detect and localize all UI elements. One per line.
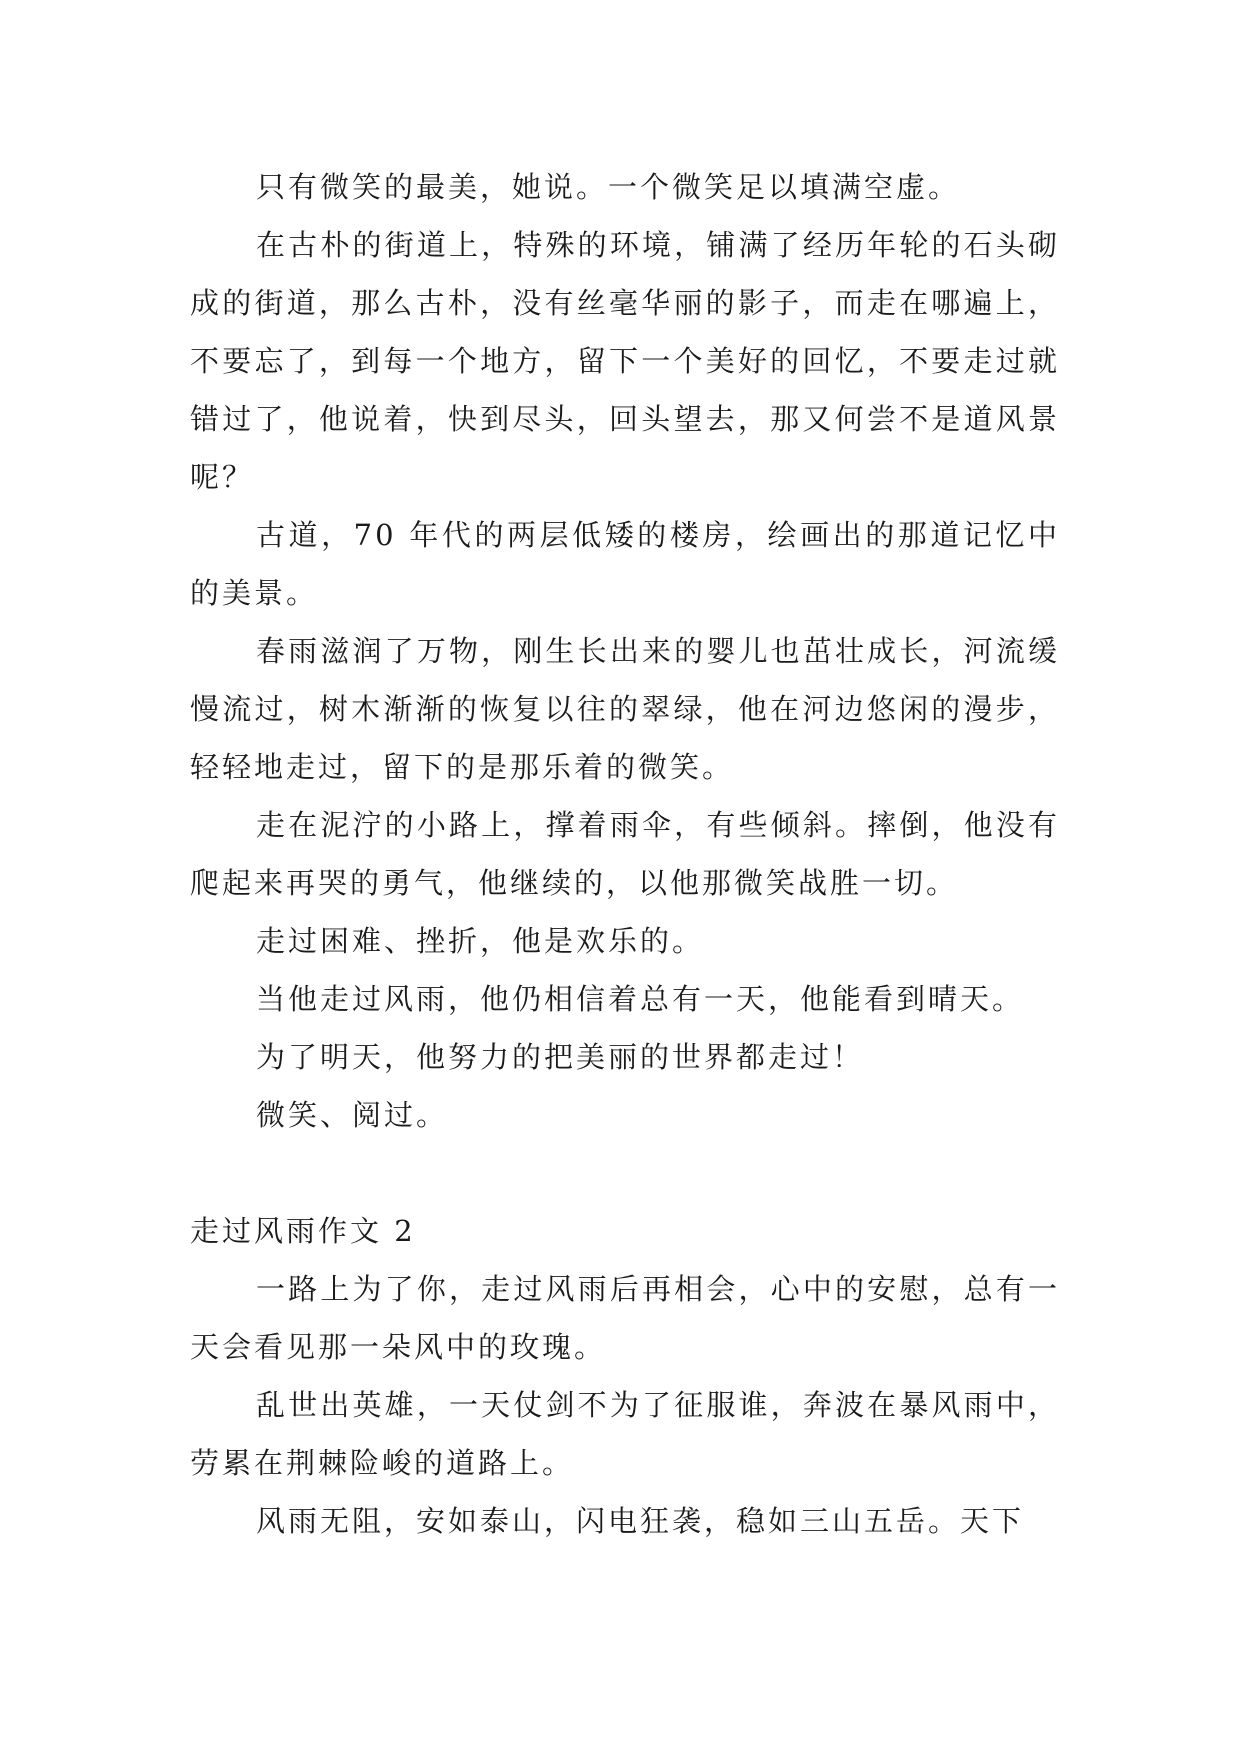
paragraph: 走在泥泞的小路上，撑着雨伞，有些倾斜。摔倒，他没有爬起来再哭的勇气，他继续的，以他那微笑战胜一切。 [190, 808, 1060, 900]
paragraph: 春雨滋润了万物，刚生长出来的婴儿也茁壮成长，河流缓慢流过，树木渐渐的恢复以往的翠绿，他在河边悠闲的漫步，轻轻地走过，留下的是那乐着的微笑。 [190, 634, 1060, 784]
paragraph: 乱世出英雄，一天仗剑不为了征服谁，奔波在暴风雨中，劳累在荆棘险峻的道路上。 [190, 1388, 1060, 1480]
paragraph: 一路上为了你，走过风雨后再相会，心中的安慰，总有一天会看见那一朵风中的玫瑰。 [190, 1272, 1060, 1364]
paragraph: 在古朴的街道上，特殊的环境，铺满了经历年轮的石头砌成的街道，那么古朴，没有丝毫华丽的影子，而走在哪遍上，不要忘了，到每一个地方，留下一个美好的回忆，不要走过就错过了，他说着，快到尽头，回头望去，那又何尝不是道风景呢？ [190, 228, 1060, 494]
paragraph: 古道，70 年代的两层低矮的楼房，绘画出的那道记忆中的美景。 [190, 518, 1060, 610]
section-title: 走过风雨作文 2 [190, 1214, 416, 1248]
paragraph: 只有微笑的最美，她说。一个微笑足以填满空虚。 [256, 170, 961, 204]
document-body [190, 158, 1060, 1550]
paragraph: 当他走过风雨，他仍相信着总有一天，他能看到晴天。 [256, 982, 1025, 1016]
section-spacer [190, 1144, 1060, 1202]
paragraph: 风雨无阻，安如泰山，闪电狂袭，稳如三山五岳。天下 [256, 1504, 1025, 1538]
paragraph: 微笑、阅过。 [256, 1098, 449, 1132]
paragraph: 为了明天，他努力的把美丽的世界都走过！ [256, 1040, 865, 1074]
paragraph: 走过困难、挫折，他是欢乐的。 [256, 924, 705, 958]
